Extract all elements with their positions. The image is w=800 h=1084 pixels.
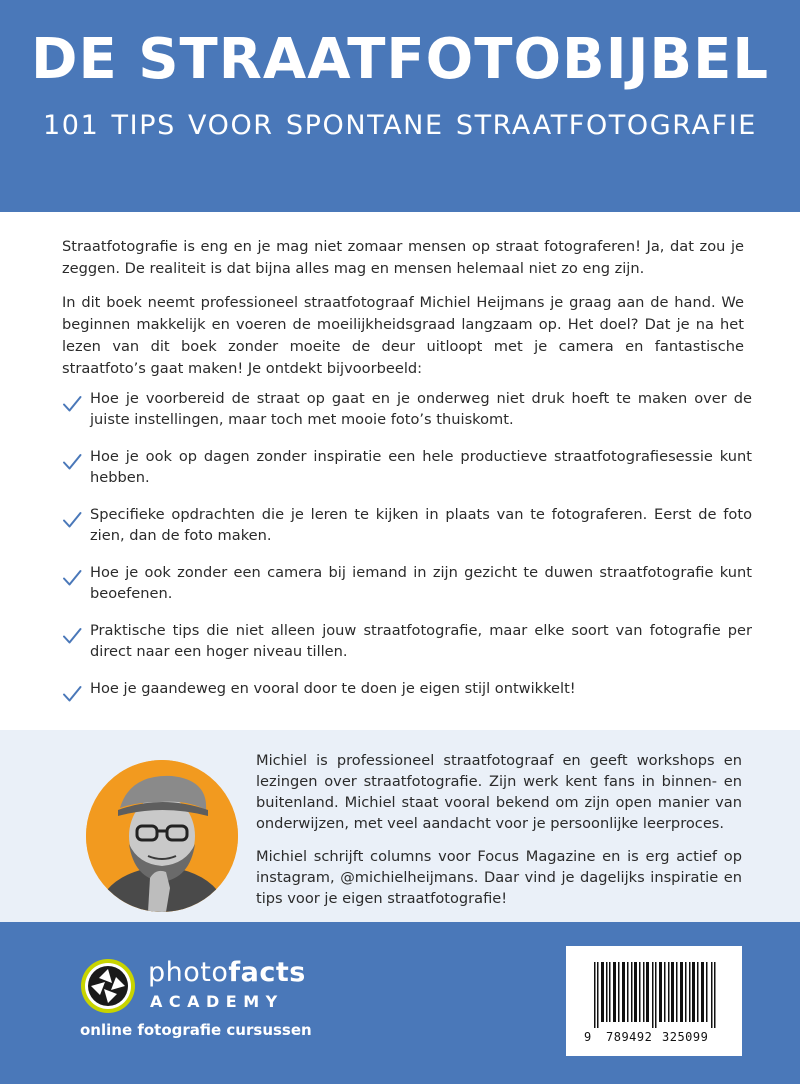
author-portrait-illustration <box>86 760 238 912</box>
author-portrait <box>86 760 238 912</box>
checkmark-icon <box>62 568 82 588</box>
barcode-bars <box>594 962 716 1028</box>
checklist-item-text: Specifieke opdrachten die je leren te kijken in plaats van te fotograferen. Eerst de foto zien, dan de foto maken. <box>90 506 752 544</box>
barcode-first-digit: 9 <box>584 1030 592 1044</box>
brand-academy-label: ACADEMY <box>150 992 284 1011</box>
author-bio-paragraph-1: Michiel is professioneel straatfotograaf en geeft workshops en lezingen over straatfotografie. Zijn werk kent fans in binnen- en buitenland. Michiel staat vooral bekend om zijn open manier van onderwijzen, met veel aandacht voor je persoonlijke leerproces. <box>256 752 742 832</box>
checklist-item-text: Hoe je voorbereid de straat op gaat en je onderweg niet druk hoeft te maken over de juiste instellingen, maar toch met mooie foto’s thuiskomt. <box>90 390 752 428</box>
description-section <box>0 212 800 730</box>
checklist-item <box>62 620 752 678</box>
aperture-logo-icon <box>80 958 136 1014</box>
intro-paragraph-2: In dit boek neemt professioneel straatfotograaf Michiel Heijmans je graag aan de hand. We beginnen makkelijk en voeren de moeilijkheidsgraad langzaam op. Het doel? Dat je na het lezen van dit boek zonder moeite de deur uitloopt met je camera en fantastische straatfoto’s gaat maken! Je ontdekt bijvoorbeeld: <box>62 294 744 377</box>
author-section <box>0 730 800 922</box>
brand-name-light: photo <box>148 957 229 988</box>
checklist-item <box>62 562 752 620</box>
isbn-barcode <box>566 946 742 1056</box>
cover-footer <box>0 922 800 1084</box>
checkmark-icon <box>62 452 82 472</box>
brand-name <box>148 958 306 988</box>
barcode-digits-group-2: 325099 <box>662 1030 709 1044</box>
checkmark-icon <box>62 510 82 530</box>
checklist-item <box>62 388 752 446</box>
author-bio-paragraph-2: Michiel schrijft columns voor Focus Magazine en is erg actief op instagram, @michielheijmans. Daar vind je dagelijks inspiratie en tips voor je eigen straatfotografie! <box>256 848 742 907</box>
checklist-item <box>62 678 752 736</box>
book-subtitle: 101 TIPS VOOR SPONTANE STRAATFOTOGRAFIE <box>43 110 757 141</box>
benefits-checklist <box>62 388 752 736</box>
checklist-item-text: Hoe je ook zonder een camera bij iemand in zijn gezicht te duwen straatfotografie kunt beoefenen. <box>90 564 752 602</box>
checklist-item-text: Hoe je gaandeweg en vooral door te doen je eigen stijl ontwikkelt! <box>90 680 576 697</box>
checklist-item-text: Hoe je ook op dagen zonder inspiratie een hele productieve straatfotografiesessie kunt hebben. <box>90 448 752 486</box>
barcode-digits-group-1: 789492 <box>606 1030 653 1044</box>
book-title: DE STRAATFOTOBIJBEL <box>30 27 770 92</box>
brand-name-bold: facts <box>228 957 306 988</box>
checkmark-icon <box>62 394 82 414</box>
intro-paragraph-1: Straatfotografie is eng en je mag niet zomaar mensen op straat fotograferen! Ja, dat zou je zeggen. De realiteit is dat bijna alles mag en mensen helemaal niet zo eng zijn. <box>62 238 744 277</box>
checklist-item-text: Praktische tips die niet alleen jouw straatfotografie, maar elke soort van fotografie per direct naar een hoger niveau tillen. <box>90 622 752 660</box>
checklist-item <box>62 446 752 504</box>
checkmark-icon <box>62 626 82 646</box>
cover-header <box>0 0 800 212</box>
brand-tagline: online fotografie cursussen <box>80 1021 312 1039</box>
checkmark-icon <box>62 684 82 704</box>
checklist-item <box>62 504 752 562</box>
